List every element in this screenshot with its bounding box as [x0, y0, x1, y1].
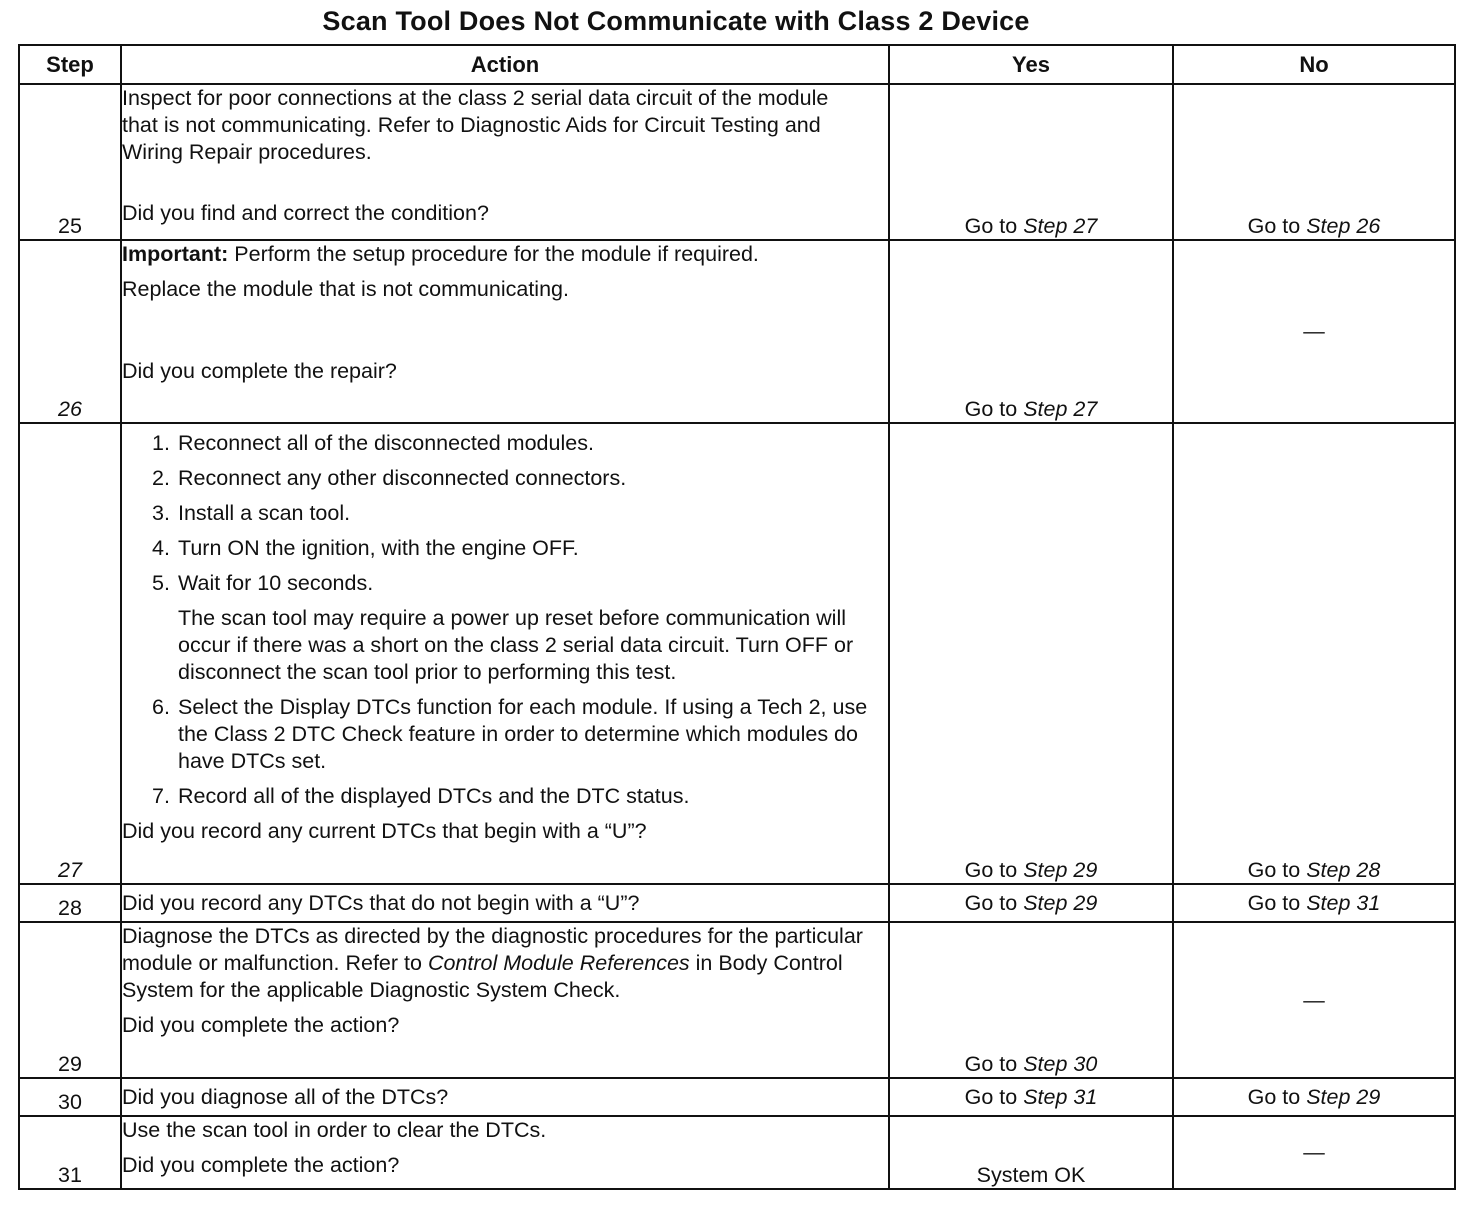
action-cell [121, 84, 889, 240]
action-cell [121, 240, 889, 423]
step-number: 28 [19, 884, 121, 922]
list-item [122, 783, 888, 810]
go-to-label: Go to [964, 1084, 1018, 1109]
yes-step-link[interactable]: Step 29 [1023, 858, 1098, 882]
no-step-link[interactable]: Step 29 [1306, 1084, 1381, 1109]
item-text: Select the Display DTCs function for each module. If using a Tech 2, use the Class 2 DTC Check feature in order to determine which modules do have DTCs set. [178, 695, 868, 773]
step-number: 26 [19, 240, 121, 423]
yes-cell [889, 1078, 1173, 1116]
yes-cell: System OK [889, 1116, 1173, 1189]
table-row [19, 1116, 1455, 1189]
go-to-label: Go to [1247, 1084, 1301, 1109]
action-text-part: Diagnose the DTCs as directed by the diagnostic procedures for the particular module or malfunction. Refer to [122, 924, 863, 975]
yes-cell [889, 240, 1173, 423]
action-cell [121, 423, 889, 884]
go-to-label: Go to [1247, 858, 1301, 882]
yes-cell [889, 423, 1173, 884]
header-no: No [1173, 45, 1455, 84]
diagnostic-table [18, 44, 1456, 1190]
item-number: 7 . [140, 783, 170, 810]
yes-step-link[interactable]: Step 27 [1023, 214, 1098, 238]
go-to-label: Go to [964, 858, 1018, 882]
table-row [19, 423, 1455, 884]
no-cell: — [1173, 240, 1455, 423]
action-text: Use the scan tool in order to clear the DTCs. [122, 1118, 547, 1142]
header-row [19, 45, 1455, 84]
yes-cell [889, 84, 1173, 240]
reference-link[interactable]: Control Module References [427, 951, 690, 975]
item-number: 1 . [140, 430, 170, 457]
action-cell [121, 1078, 889, 1116]
step-number: 29 [19, 922, 121, 1078]
list-item [122, 430, 888, 457]
important-label: Important: [122, 242, 229, 266]
list-item [122, 500, 888, 527]
go-to-label: Go to [1247, 214, 1301, 238]
item-text: Reconnect all of the disconnected modules. [178, 431, 594, 455]
go-to-label: Go to [964, 890, 1018, 915]
yes-step-link[interactable]: Step 31 [1023, 1084, 1098, 1109]
list-item [122, 535, 888, 562]
action-question: Did you record any current DTCs that begin with a “U”? [122, 819, 647, 843]
action-cell [121, 884, 889, 922]
go-to-label: Go to [964, 214, 1018, 238]
important-note [122, 241, 888, 268]
no-cell [1173, 423, 1455, 884]
table-row [19, 884, 1455, 922]
action-question: Did you find and correct the condition? [122, 201, 489, 225]
go-to-label: Go to [964, 1052, 1018, 1076]
page-title: Scan Tool Does Not Communicate with Class 2 Device [322, 6, 1030, 36]
action-cell [121, 1116, 889, 1189]
no-cell: — [1173, 1116, 1455, 1189]
action-question: Did you complete the action? [122, 1153, 400, 1177]
action-text: Replace the module that is not communicating. [122, 277, 569, 301]
header-yes: Yes [889, 45, 1173, 84]
item-number: 3 . [140, 500, 170, 527]
table-row [19, 240, 1455, 423]
header-step: Step [19, 45, 121, 84]
go-to-label: Go to [1247, 890, 1301, 915]
procedure-list [122, 430, 888, 597]
header-action: Action [121, 45, 889, 84]
yes-step-link[interactable]: Step 30 [1023, 1052, 1098, 1076]
no-step-link[interactable]: Step 28 [1306, 858, 1381, 882]
item-number: 2 . [140, 465, 170, 492]
no-cell [1173, 884, 1455, 922]
item-number: 4 . [140, 535, 170, 562]
step-number: 27 [19, 423, 121, 884]
procedure-note: The scan tool may require a power up reset before communication will occur if there was a short on the class 2 serial data circuit. Turn OFF or disconnect the scan tool prior to performing this test. [178, 606, 854, 684]
procedure-list-continued [122, 694, 888, 810]
action-question: Did you complete the repair? [122, 359, 397, 383]
step-number: 25 [19, 84, 121, 240]
no-step-link[interactable]: Step 31 [1306, 890, 1381, 915]
important-text: Perform the setup procedure for the module if required. [228, 242, 759, 266]
yes-step-link[interactable]: Step 27 [1023, 397, 1098, 421]
table-row [19, 1078, 1455, 1116]
action-cell [121, 922, 889, 1078]
table-row [19, 922, 1455, 1078]
no-step-link[interactable]: Step 26 [1306, 214, 1381, 238]
action-question: Did you record any DTCs that do not begin with a “U”? [122, 890, 640, 915]
action-question: Did you complete the action? [122, 1013, 400, 1037]
list-item [122, 465, 888, 492]
item-text: Wait for 10 seconds. [178, 571, 374, 595]
list-item [122, 570, 888, 597]
step-number: 30 [19, 1078, 121, 1116]
action-text: Inspect for poor connections at the class 2 serial data circuit of the module that is not communicating. Refer to Diagnostic Aids for Circuit Testing and Wiring Repair procedures. [122, 86, 829, 164]
action-text [122, 923, 888, 1004]
item-text: Install a scan tool. [178, 501, 351, 525]
go-to-label: Go to [964, 397, 1018, 421]
item-text: Turn ON the ignition, with the engine OFF. [178, 536, 579, 560]
list-item [122, 694, 888, 775]
action-text-part: in Body Control System for the applicable Diagnostic System Check. [122, 951, 843, 1002]
yes-cell [889, 922, 1173, 1078]
item-number: 6 . [140, 694, 170, 721]
item-number: 5 . [140, 570, 170, 597]
table-row [19, 84, 1455, 240]
no-cell: — [1173, 922, 1455, 1078]
yes-cell [889, 884, 1173, 922]
item-text: Reconnect any other disconnected connectors. [178, 466, 627, 490]
item-text: Record all of the displayed DTCs and the DTC status. [178, 784, 690, 808]
no-cell [1173, 1078, 1455, 1116]
step-number: 31 [19, 1116, 121, 1189]
no-cell [1173, 84, 1455, 240]
yes-step-link[interactable]: Step 29 [1023, 890, 1098, 915]
action-question: Did you diagnose all of the DTCs? [122, 1084, 449, 1109]
